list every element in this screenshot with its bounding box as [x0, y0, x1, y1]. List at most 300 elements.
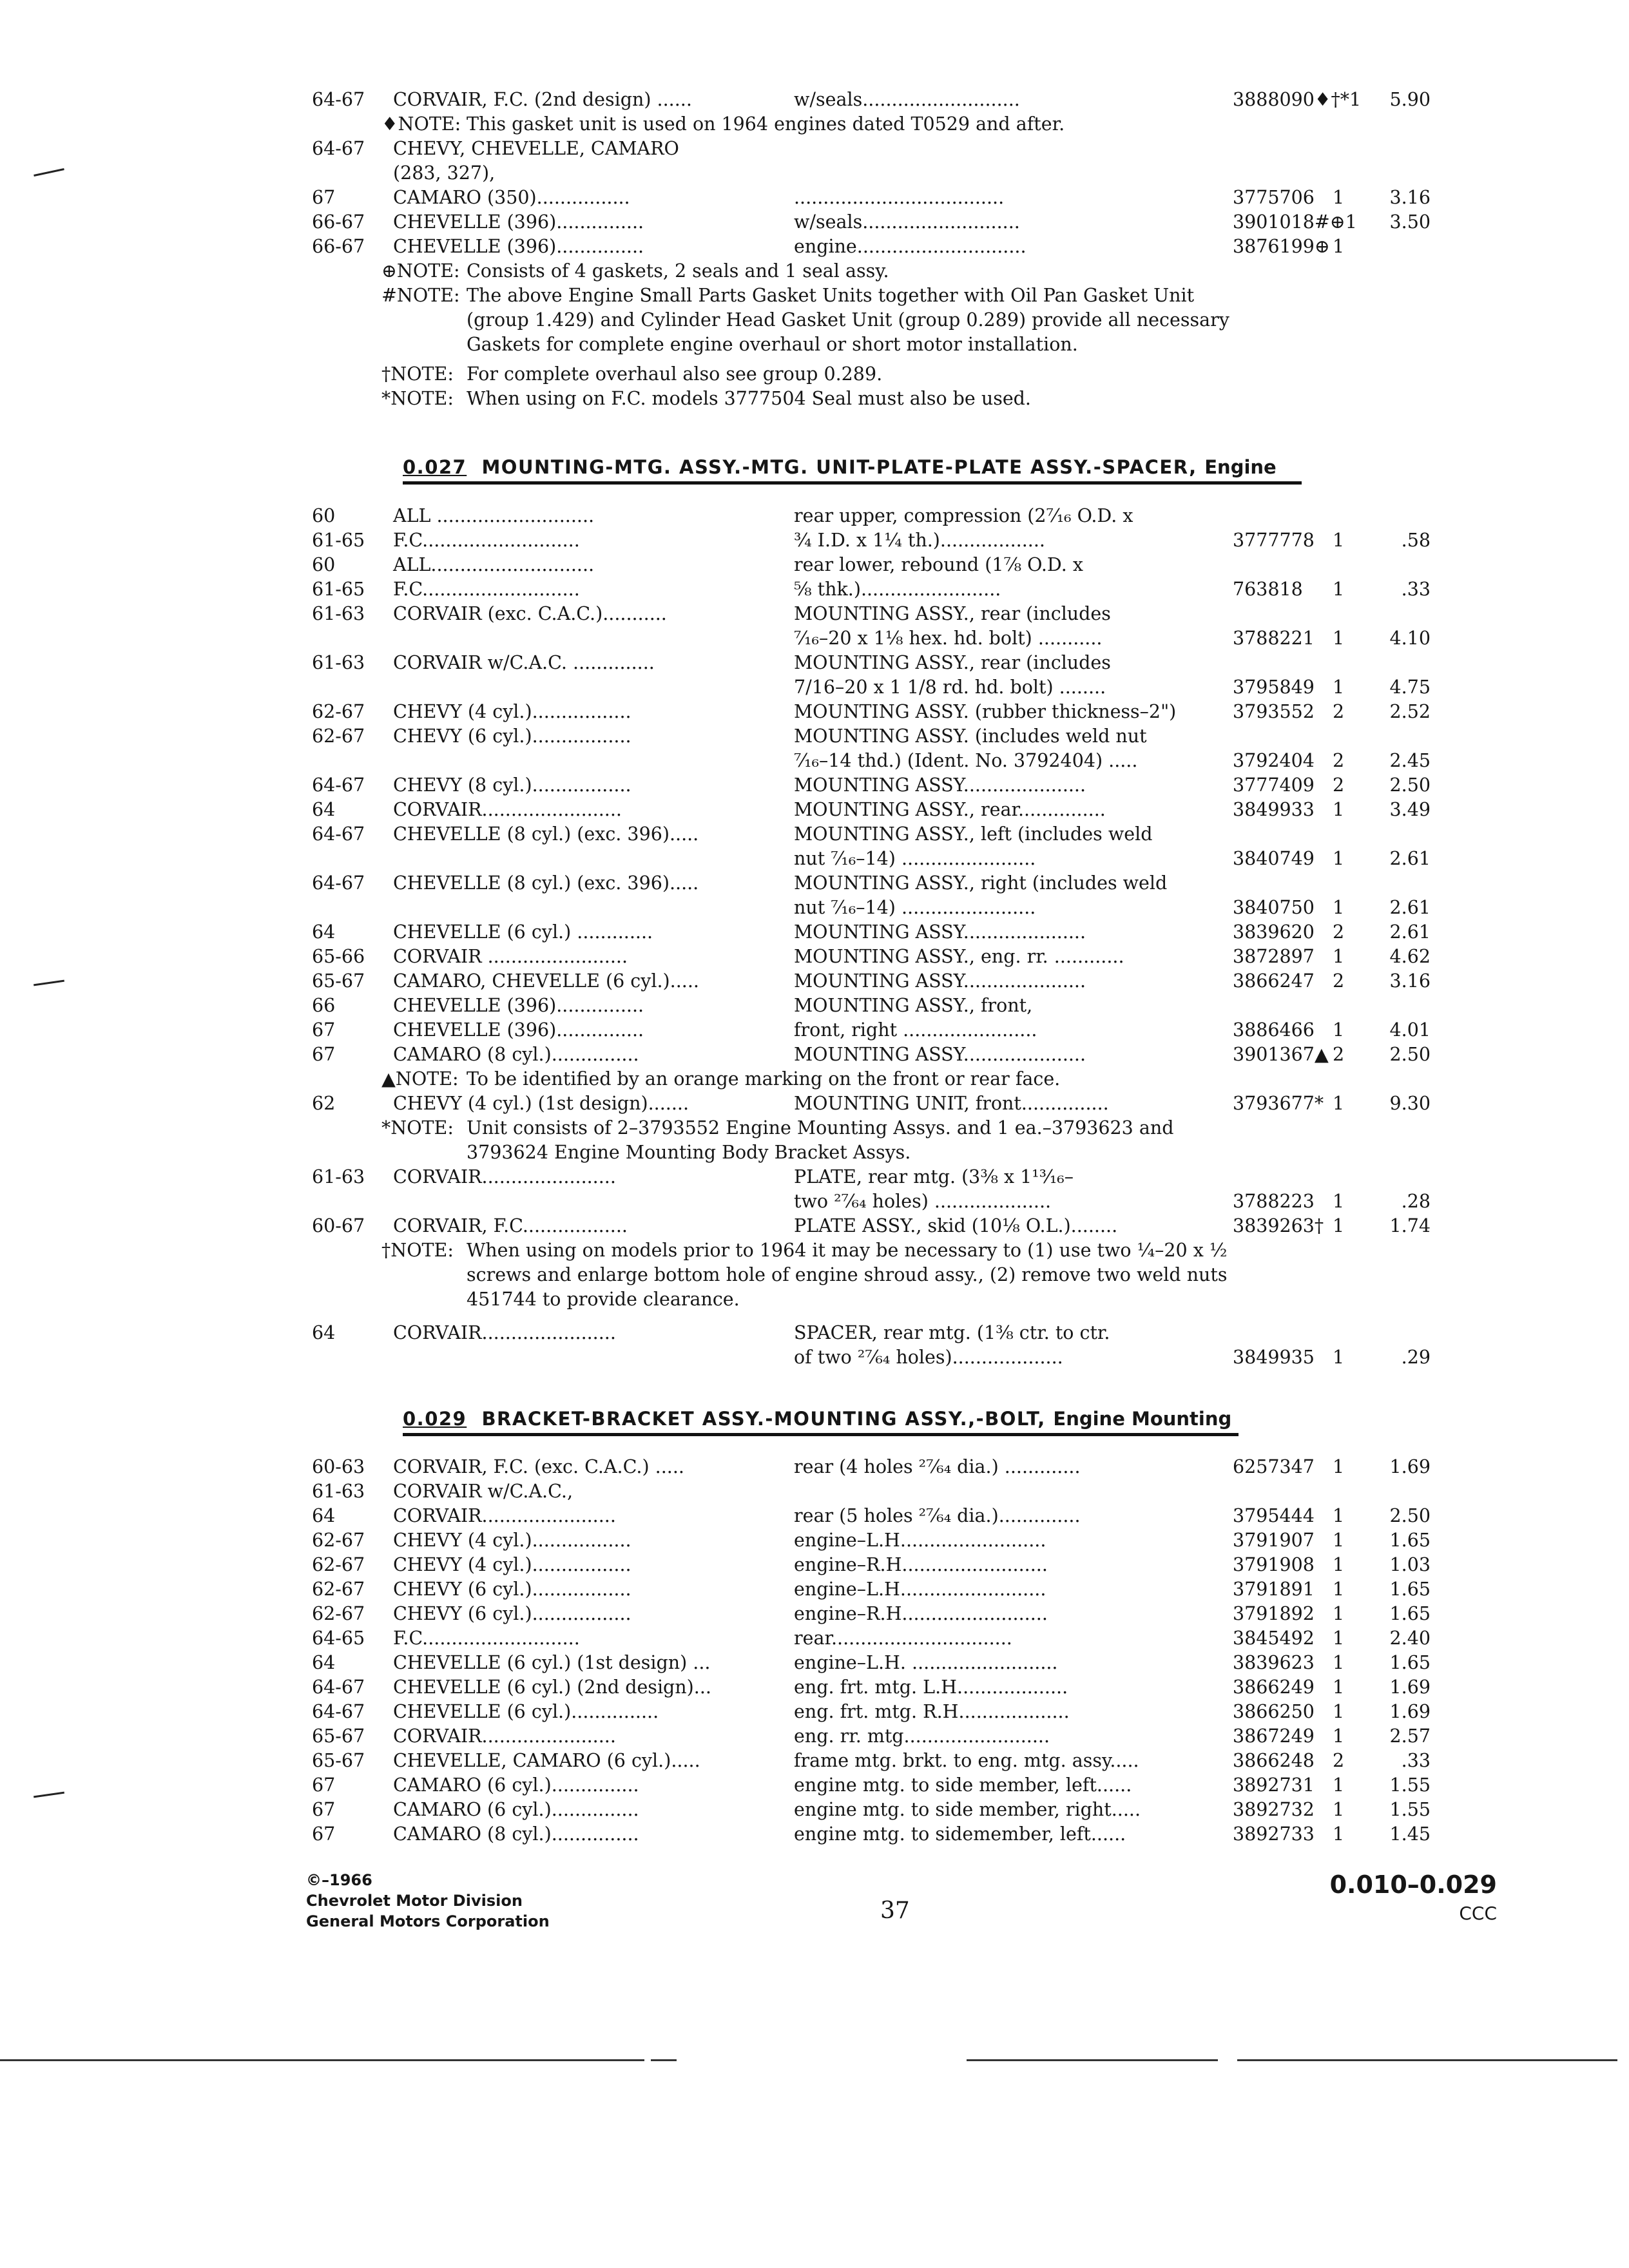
notes-list: [0, 259, 1629, 411]
section-title: BRACKET-BRACKET ASSY.-MOUNTING ASSY.,-BOLT,: [481, 1408, 1046, 1430]
table-row: [0, 577, 1629, 602]
part-number-cell: 3886466: [1233, 1019, 1315, 1041]
section-suffix: Engine Mounting: [1053, 1408, 1232, 1430]
table-row: [0, 1455, 1629, 1479]
price-cell: 2.52: [1389, 701, 1431, 722]
note-text: To be identified by an orange marking on the front or rear face.: [467, 1068, 1061, 1090]
part-number-cell: 3876199⊕: [1233, 236, 1330, 257]
model-cell: CHEVY (6 cyl.).................: [393, 1603, 631, 1624]
price-cell: 4.10: [1389, 628, 1431, 649]
note-line: [0, 1140, 1629, 1165]
price-cell: 2.50: [1389, 774, 1431, 796]
quantity-cell: 1: [1333, 1652, 1345, 1673]
year-cell: 67: [312, 1823, 336, 1845]
description-cell: w/seals...........................: [794, 89, 1020, 110]
year-cell: 61-65: [312, 530, 365, 551]
year-cell: 62-67: [312, 1554, 365, 1575]
section-number: 0.027: [403, 456, 467, 478]
table-row: [0, 724, 1629, 749]
description-cell: rear upper, compression (2⁷⁄₁₆ O.D. x: [794, 505, 1133, 526]
note-key: #NOTE:: [381, 285, 460, 306]
scan-line: [0, 2059, 644, 2061]
part-number-cell: 3892732: [1233, 1799, 1315, 1820]
corporation-name: General Motors Corporation: [306, 1912, 550, 1930]
year-cell: 60-63: [312, 1456, 365, 1477]
table-row: [0, 504, 1629, 528]
quantity-cell: 1: [1333, 1774, 1345, 1796]
part-number-cell: 3892731: [1233, 1774, 1315, 1796]
price-cell: 2.61: [1389, 897, 1431, 918]
part-number-cell: 3788223: [1233, 1191, 1315, 1212]
note-dagger: [0, 1238, 1629, 1312]
model-cell: CHEVELLE (6 cyl.) (1st design) ...: [393, 1652, 711, 1673]
division-name: Chevrolet Motor Division: [306, 1892, 523, 1910]
description-cell: engine–R.H.........................: [794, 1554, 1048, 1575]
description-cell: MOUNTING ASSY., eng. rr. ............: [794, 946, 1124, 967]
note-triangle: [0, 1067, 1629, 1091]
price-cell: 4.75: [1389, 677, 1431, 698]
description-cell: rear (5 holes ²⁷⁄₆₄ dia.)..............: [794, 1505, 1081, 1526]
description-cell: SPACER, rear mtg. (1⅜ ctr. to ctr.: [794, 1322, 1110, 1343]
part-number-cell: 3793552: [1233, 701, 1315, 722]
part-number-cell: 3867249: [1233, 1725, 1315, 1747]
table-row: [0, 871, 1629, 896]
group-range-block: [1330, 1869, 1497, 1927]
table-row: [0, 528, 1629, 553]
parts-table: [0, 1321, 1629, 1370]
model-cell: CHEVY (4 cyl.).................: [393, 1554, 631, 1575]
year-cell: 64: [312, 1652, 336, 1673]
model-cell: CORVAIR w/C.A.C.,: [393, 1481, 574, 1502]
price-cell: .28: [1401, 1191, 1431, 1212]
model-cell: CHEVY (4 cyl.).................: [393, 701, 631, 722]
description-cell: eng. rr. mtg.........................: [794, 1725, 1050, 1747]
part-number-cell: 3901018#⊕1: [1233, 211, 1357, 233]
price-cell: .58: [1401, 530, 1431, 551]
note-line: [0, 387, 1629, 411]
description-cell: MOUNTING ASSY. (includes weld nut: [794, 726, 1147, 747]
model-cell: CHEVELLE (396)...............: [393, 995, 644, 1016]
table-row: [0, 847, 1629, 871]
table-row: [0, 1528, 1629, 1553]
table-row: [0, 1798, 1629, 1822]
year-cell: 62-67: [312, 726, 365, 747]
price-cell: 4.62: [1389, 946, 1431, 967]
publisher-block: [306, 1870, 550, 1932]
year-cell: 64-67: [312, 138, 365, 159]
note-text: Gaskets for complete engine overhaul or short motor installation.: [467, 334, 1078, 355]
model-cell: CHEVELLE (8 cyl.) (exc. 396).....: [393, 823, 699, 845]
note-key: ⊕NOTE:: [381, 260, 460, 282]
table-row: [0, 1165, 1629, 1189]
table-row: [0, 1345, 1629, 1370]
price-cell: 1.65: [1389, 1603, 1431, 1624]
catalog-code: CCC: [1459, 1903, 1497, 1924]
price-cell: 2.50: [1389, 1044, 1431, 1065]
note-text: This gasket unit is used on 1964 engines dated T0529 and after.: [467, 113, 1065, 135]
table-row: [0, 1214, 1629, 1238]
year-cell: 61-63: [312, 652, 365, 673]
quantity-cell: 1: [1333, 1603, 1345, 1624]
table-row: [0, 822, 1629, 847]
model-cell: CORVAIR.......................: [393, 1505, 616, 1526]
section-heading-0027: [403, 453, 1302, 485]
price-cell: 2.50: [1389, 1505, 1431, 1526]
year-cell: 64-67: [312, 823, 365, 845]
model-cell: CHEVELLE (6 cyl.) .............: [393, 921, 653, 943]
table-row: [0, 1700, 1629, 1724]
description-cell: rear lower, rebound (1⅞ O.D. x: [794, 554, 1083, 575]
note-text: 451744 to provide clearance.: [467, 1289, 740, 1310]
description-cell: ⁷⁄₁₆–20 x 1⅛ hex. hd. bolt) ...........: [794, 628, 1103, 649]
part-number-cell: 3888090♦†*1: [1233, 89, 1362, 110]
description-cell: rear (4 holes ²⁷⁄₆₄ dia.) .............: [794, 1456, 1081, 1477]
description-cell: engine–L.H.........................: [794, 1530, 1046, 1551]
description-cell: engine–R.H.........................: [794, 1603, 1048, 1624]
parts-table: [0, 88, 1629, 112]
description-cell: MOUNTING ASSY., right (includes weld: [794, 872, 1168, 894]
model-cell: CHEVY (6 cyl.).................: [393, 1579, 631, 1600]
description-cell: MOUNTING ASSY.....................: [794, 970, 1086, 992]
table-row: [0, 88, 1629, 112]
part-number-cell: 3795444: [1233, 1505, 1315, 1526]
note-text: Consists of 4 gaskets, 2 seals and 1 seal assy.: [467, 260, 889, 282]
table-row: [0, 626, 1629, 651]
table-row: [0, 553, 1629, 577]
part-number-cell: 3788221: [1233, 628, 1315, 649]
note-key: ♦NOTE:: [381, 113, 461, 135]
model-cell: CHEVY (6 cyl.).................: [393, 726, 631, 747]
year-cell: 60: [312, 505, 336, 526]
description-cell: ....................................: [794, 187, 1005, 208]
note: [0, 259, 1629, 284]
price-cell: 4.01: [1389, 1019, 1431, 1041]
table-row: [0, 1724, 1629, 1749]
price-cell: 1.69: [1389, 1677, 1431, 1698]
year-cell: 62-67: [312, 1579, 365, 1600]
table-row: [0, 700, 1629, 724]
description-cell: MOUNTING ASSY.....................: [794, 1044, 1086, 1065]
part-number-cell: 3777778: [1233, 530, 1315, 551]
scan-line: [967, 2059, 1218, 2061]
note-line: [0, 308, 1629, 332]
table-row: [0, 896, 1629, 920]
year-cell: 64-65: [312, 1628, 365, 1649]
year-cell: 64: [312, 921, 336, 943]
table-row: [0, 1626, 1629, 1651]
model-cell: CHEVELLE, CAMARO (6 cyl.).....: [393, 1750, 700, 1771]
table-row: [0, 920, 1629, 945]
note-text: screws and enlarge bottom hole of engine shroud assy., (2) remove two weld nuts: [467, 1264, 1228, 1285]
description-cell: ⁷⁄₁₆–14 thd.) (Ident. No. 3792404) .....: [794, 750, 1138, 771]
table-row: [0, 1479, 1629, 1504]
scan-line: [1237, 2059, 1617, 2061]
table-row: [0, 186, 1629, 210]
table-row: [0, 1749, 1629, 1773]
model-cell: CAMARO (6 cyl.)...............: [393, 1799, 639, 1820]
model-cell: CORVAIR, F.C. (exc. C.A.C.) .....: [393, 1456, 684, 1477]
description-cell: 7/16–20 x 1 1/8 rd. hd. bolt) ........: [794, 677, 1106, 698]
section-0029-body: [0, 1455, 1629, 1847]
description-cell: MOUNTING ASSY., front,: [794, 995, 1033, 1016]
note: [0, 284, 1629, 357]
description-cell: ¾ I.D. x 1¼ th.)..................: [794, 530, 1045, 551]
note-text: (group 1.429) and Cylinder Head Gasket Unit (group 0.289) provide all necessary: [467, 309, 1229, 331]
price-cell: 1.65: [1389, 1530, 1431, 1551]
part-number-cell: 3775706: [1233, 187, 1315, 208]
description-cell: engine mtg. to side member, left......: [794, 1774, 1132, 1796]
year-cell: 61-63: [312, 1166, 365, 1187]
model-cell: CHEVY (4 cyl.).................: [393, 1530, 631, 1551]
model-cell: CORVAIR ........................: [393, 946, 628, 967]
section-heading-0029: [403, 1405, 1239, 1436]
model-cell: CAMARO (350)................: [393, 187, 630, 208]
part-number-cell: 3840750: [1233, 897, 1315, 918]
parts-table: [0, 1455, 1629, 1847]
scan-line: [651, 2059, 677, 2061]
note: [0, 362, 1629, 387]
part-number-cell: 6257347: [1233, 1456, 1315, 1477]
year-cell: 67: [312, 1019, 336, 1041]
year-cell: 60-67: [312, 1215, 365, 1236]
part-number-cell: 3792404: [1233, 750, 1315, 771]
model-cell: ALL............................: [393, 554, 595, 575]
note-star: [0, 1116, 1629, 1165]
description-cell: two ²⁷⁄₆₄ holes) ....................: [794, 1191, 1052, 1212]
description-cell: MOUNTING ASSY., rear...............: [794, 799, 1106, 820]
description-cell: engine.............................: [794, 236, 1027, 257]
quantity-cell: 1: [1333, 1701, 1345, 1722]
note-line: [0, 259, 1629, 284]
part-number-cell: 3795849: [1233, 677, 1315, 698]
model-cell: CORVAIR, F.C. (2nd design) ......: [393, 89, 692, 110]
table-row: [0, 1553, 1629, 1577]
note-line: [0, 1263, 1629, 1287]
description-cell: frame mtg. brkt. to eng. mtg. assy.....: [794, 1750, 1139, 1771]
table-row: [0, 1822, 1629, 1847]
model-cell: CORVAIR, F.C..................: [393, 1215, 628, 1236]
price-cell: 1.55: [1389, 1799, 1431, 1820]
year-cell: 67: [312, 1044, 336, 1065]
description-cell: PLATE, rear mtg. (3⅜ x 1¹³⁄₁₆–: [794, 1166, 1074, 1187]
year-cell: 66-67: [312, 236, 365, 257]
model-cell: CHEVY, CHEVELLE, CAMARO: [393, 138, 679, 159]
table-row: [0, 1577, 1629, 1602]
note-text: For complete overhaul also see group 0.289.: [467, 363, 883, 385]
table-row: [0, 749, 1629, 773]
year-cell: 64: [312, 1505, 336, 1526]
price-cell: 3.50: [1389, 211, 1431, 233]
description-cell: PLATE ASSY., skid (10⅛ O.L.)........: [794, 1215, 1118, 1236]
price-cell: 2.45: [1389, 750, 1431, 771]
note: [0, 387, 1629, 411]
year-cell: 64: [312, 799, 336, 820]
description-cell: MOUNTING ASSY., left (includes weld: [794, 823, 1153, 845]
part-number-cell: 3791908: [1233, 1554, 1315, 1575]
year-cell: 64-67: [312, 1677, 365, 1698]
description-cell: engine–L.H.........................: [794, 1579, 1046, 1600]
price-cell: .29: [1401, 1347, 1431, 1368]
model-cell: CORVAIR w/C.A.C. ..............: [393, 652, 655, 673]
table-row: [0, 161, 1629, 186]
table-row: [0, 137, 1629, 161]
quantity-cell: 1: [1333, 236, 1345, 257]
note-text: 3793624 Engine Mounting Body Bracket Assys.: [467, 1142, 911, 1163]
quantity-cell: 1: [1333, 1579, 1345, 1600]
year-cell: 64-67: [312, 774, 365, 796]
table-row: [0, 1651, 1629, 1675]
model-cell: CHEVELLE (6 cyl.)...............: [393, 1701, 659, 1722]
part-number-cell: 3849935: [1233, 1347, 1315, 1368]
year-cell: 64-67: [312, 89, 365, 110]
model-cell: F.C...........................: [393, 530, 580, 551]
description-cell: MOUNTING ASSY., rear (includes: [794, 603, 1111, 624]
quantity-cell: 1: [1333, 1799, 1345, 1820]
quantity-cell: 1: [1333, 1554, 1345, 1575]
price-cell: 1.65: [1389, 1652, 1431, 1673]
year-cell: 67: [312, 1774, 336, 1796]
part-number-cell: 3866247: [1233, 970, 1315, 992]
section-suffix: Engine: [1204, 456, 1277, 478]
part-number-cell: 3839623: [1233, 1652, 1315, 1673]
model-cell: CHEVELLE (8 cyl.) (exc. 396).....: [393, 872, 699, 894]
part-number-cell: 3793677*: [1233, 1093, 1324, 1114]
section-number: 0.029: [403, 1408, 467, 1430]
year-cell: 62-67: [312, 1603, 365, 1624]
model-cell: CAMARO (8 cyl.)...............: [393, 1044, 639, 1065]
description-cell: engine mtg. to side member, right.....: [794, 1799, 1141, 1820]
table-row: [0, 994, 1629, 1018]
section-title: MOUNTING-MTG. ASSY.-MTG. UNIT-PLATE-PLATE ASSY.-SPACER,: [481, 456, 1197, 478]
note-key: *NOTE:: [381, 1117, 454, 1139]
price-cell: 1.45: [1389, 1823, 1431, 1845]
year-cell: 64: [312, 1322, 336, 1343]
model-cell: CORVAIR.......................: [393, 1725, 616, 1747]
year-cell: 66: [312, 995, 336, 1016]
year-cell: 61-65: [312, 579, 365, 600]
part-number-cell: 3866248: [1233, 1750, 1315, 1771]
table-row: [0, 1321, 1629, 1345]
year-cell: 61-63: [312, 1481, 365, 1502]
model-cell: CHEVELLE (396)...............: [393, 211, 644, 233]
model-cell: CORVAIR........................: [393, 799, 622, 820]
description-cell: eng. frt. mtg. L.H...................: [794, 1677, 1068, 1698]
year-cell: 67: [312, 1799, 336, 1820]
part-number-cell: 3845492: [1233, 1628, 1315, 1649]
description-cell: of two ²⁷⁄₆₄ holes)...................: [794, 1347, 1063, 1368]
quantity-cell: 1: [1333, 1093, 1345, 1114]
part-number-cell: 3849933: [1233, 799, 1315, 820]
description-cell: engine mtg. to sidemember, left......: [794, 1823, 1126, 1845]
description-cell: front, right .......................: [794, 1019, 1037, 1041]
price-cell: 1.55: [1389, 1774, 1431, 1796]
table-row: [0, 1043, 1629, 1067]
model-cell: CORVAIR.......................: [393, 1322, 616, 1343]
price-cell: 1.03: [1389, 1554, 1431, 1575]
model-cell: CHEVY (4 cyl.) (1st design).......: [393, 1093, 689, 1114]
price-cell: 9.30: [1389, 1093, 1431, 1114]
quantity-cell: 1: [1333, 1530, 1345, 1551]
note-diamond: [0, 112, 1629, 137]
table-row: [0, 969, 1629, 994]
note-key: †NOTE:: [381, 1240, 454, 1261]
quantity-cell: 1: [1333, 1347, 1345, 1368]
quantity-cell: 1: [1333, 187, 1345, 208]
table-row: [0, 1675, 1629, 1700]
description-cell: MOUNTING ASSY., rear (includes: [794, 652, 1111, 673]
part-number-cell: 3866249: [1233, 1677, 1315, 1698]
part-number-cell: 3791891: [1233, 1579, 1315, 1600]
quantity-cell: 1: [1333, 897, 1345, 918]
table-row: [0, 1189, 1629, 1214]
year-cell: 64-67: [312, 1701, 365, 1722]
part-number-cell: 3839620: [1233, 921, 1315, 943]
table-row: [0, 1602, 1629, 1626]
model-cell: CHEVELLE (396)...............: [393, 236, 644, 257]
year-cell: 66-67: [312, 211, 365, 233]
part-number-cell: 3901367▲: [1233, 1044, 1329, 1065]
description-cell: w/seals...........................: [794, 211, 1020, 233]
price-cell: 1.69: [1389, 1456, 1431, 1477]
quantity-cell: 1: [1333, 848, 1345, 869]
price-cell: .33: [1401, 1750, 1431, 1771]
gasket-continuation-block: [0, 88, 1629, 411]
year-cell: 60: [312, 554, 336, 575]
note-line: [0, 1116, 1629, 1140]
table-row: [0, 651, 1629, 675]
year-cell: 65-67: [312, 1750, 365, 1771]
part-number-cell: 3866250: [1233, 1701, 1315, 1722]
note-key: ▲NOTE:: [381, 1068, 459, 1090]
table-row: [0, 210, 1629, 235]
year-cell: 62-67: [312, 1530, 365, 1551]
year-cell: 61-63: [312, 603, 365, 624]
part-number-cell: 3777409: [1233, 774, 1315, 796]
part-number-cell: 3791907: [1233, 1530, 1315, 1551]
quantity-cell: 1: [1333, 530, 1345, 551]
note-line: [0, 1067, 1629, 1091]
quantity-cell: 2: [1333, 921, 1345, 943]
model-cell: CORVAIR (exc. C.A.C.)...........: [393, 603, 667, 624]
description-cell: MOUNTING ASSY.....................: [794, 774, 1086, 796]
note-text: When using on F.C. models 3777504 Seal must also be used.: [467, 388, 1031, 409]
price-cell: 1.74: [1389, 1215, 1431, 1236]
model-cell: ALL ...........................: [393, 505, 595, 526]
price-cell: 3.16: [1389, 187, 1431, 208]
year-cell: 65-66: [312, 946, 365, 967]
quantity-cell: 2: [1333, 701, 1345, 722]
price-cell: 5.90: [1389, 89, 1431, 110]
quantity-cell: 1: [1333, 799, 1345, 820]
section-0027-body: [0, 504, 1629, 1370]
table-row: [0, 1091, 1629, 1116]
table-row: [0, 773, 1629, 798]
note-text: When using on models prior to 1964 it may be necessary to (1) use two ¼–20 x ½: [467, 1240, 1228, 1261]
year-cell: 62: [312, 1093, 336, 1114]
table-row: [0, 798, 1629, 822]
year-cell: 67: [312, 187, 336, 208]
description-cell: nut ⁷⁄₁₆–14) .......................: [794, 897, 1036, 918]
description-cell: engine–L.H. .........................: [794, 1652, 1058, 1673]
year-cell: 65-67: [312, 1725, 365, 1747]
year-cell: 65-67: [312, 970, 365, 992]
quantity-cell: 2: [1333, 970, 1345, 992]
description-cell: eng. frt. mtg. R.H...................: [794, 1701, 1070, 1722]
model-cell: CORVAIR.......................: [393, 1166, 616, 1187]
price-cell: .33: [1401, 579, 1431, 600]
part-number-cell: 3892733: [1233, 1823, 1315, 1845]
quantity-cell: 1: [1333, 1456, 1345, 1477]
